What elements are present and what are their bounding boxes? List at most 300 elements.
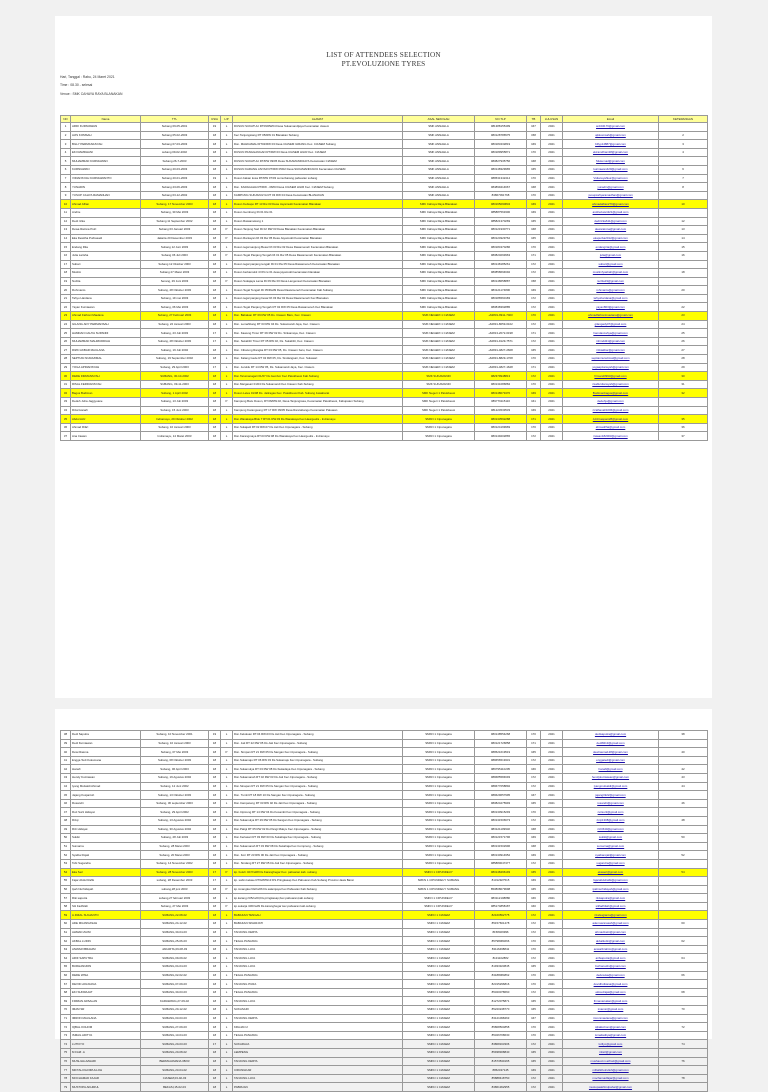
cell-lulusan: 2021 xyxy=(541,739,563,748)
cell-no-tlp: 083165090834 xyxy=(475,200,527,209)
cell-alamat: DUSUN SUKATULI RT09/RW04 Desa Sukamandijaya Kecamatan ciasem xyxy=(233,123,403,132)
cell-no: 51 xyxy=(61,842,71,851)
cell-asal-sekolah: SMK Cahaya Raya Blanakan xyxy=(403,200,475,209)
cell-ttl: SUBANG, 30-10-2002 xyxy=(141,372,209,381)
cell-email[interactable]: yunadin@gmail.com xyxy=(563,183,659,192)
cell-no: 17 xyxy=(61,260,71,269)
cell-nama: ISMAIL ADITYA xyxy=(71,1031,141,1040)
cell-email[interactable]: hendykurniawan@gmail.com xyxy=(563,773,659,782)
cell-no: 11 xyxy=(61,208,71,217)
cell-email[interactable]: mushaud.m.azhari@gmail.com xyxy=(563,1057,659,1066)
cell-nama: Sukiki xyxy=(71,834,141,843)
cell-alamat: Dsn.Tarumanagari 01/07 Ds.Gembor Kec.Patokbeusi Kab.Subang xyxy=(233,372,403,381)
cell-asal-sekolah: SMKN 1 CIPUNDEUY SUBANG xyxy=(403,885,475,894)
cell-email[interactable]: ardi04176@gmail.com xyxy=(563,123,659,132)
cell-tb: 168 xyxy=(527,226,541,235)
cell-email[interactable]: risalferdiansyah@gmail.com xyxy=(563,380,659,389)
cell-lulusan: 2021 xyxy=(541,200,563,209)
table-row xyxy=(61,329,708,338)
cell-email[interactable]: dewaratnna@gmail.com xyxy=(563,226,659,235)
col-header-asal-sekolah: ASAL SEKOLAH xyxy=(403,116,475,123)
cell-tb: 172 xyxy=(527,756,541,765)
table-row xyxy=(61,415,708,424)
cell-no-tlp: 85157601478 xyxy=(475,920,527,929)
cell-asal-sekolah: SMKN 1 CIASEM xyxy=(403,954,475,963)
table-row xyxy=(61,765,708,774)
cell-no: 27 xyxy=(61,346,71,355)
cell-tb: 170 xyxy=(527,1031,541,1040)
cell-alamat: LEMPENG xyxy=(233,1048,403,1057)
cell-asal-sekolah: SMKN 1 Cipunagara xyxy=(403,773,475,782)
cell-lp: L xyxy=(221,140,233,149)
cell-nama: IQBAL KOHOM xyxy=(71,1023,141,1032)
cell-email[interactable]: yayan803@gmail.com xyxy=(563,303,659,312)
cell-email[interactable]: AzizCaspani28@gmail.com xyxy=(563,415,659,424)
cell-keterangan: 62 xyxy=(659,937,708,946)
cell-asal-sekolah: SMK Cahaya Raya Blanakan xyxy=(403,286,475,295)
cell-email[interactable]: sumarna@gmail.com xyxy=(563,842,659,851)
day-date-line: Hari, Tanggal : Rabu, 24 Maret 2021 xyxy=(60,75,115,79)
cell-lp: L xyxy=(221,406,233,415)
cell-lulusan: 2021 xyxy=(541,355,563,364)
cell-nama: Subari xyxy=(71,260,141,269)
cell-email[interactable]: burhanudin@gmail.com xyxy=(563,963,659,972)
cell-lp: L xyxy=(221,894,233,903)
cell-no: 9 xyxy=(61,191,71,200)
cell-keterangan: 15 xyxy=(659,243,708,252)
cell-usia: 17 xyxy=(209,337,221,346)
cell-ttl: subang, 28 Desember 2003 xyxy=(141,877,209,886)
cell-no: 6 xyxy=(61,165,71,174)
cell-email[interactable]: ekiramdhani18@gmail.com xyxy=(563,148,659,157)
cell-lulusan: 2021 xyxy=(541,928,563,937)
cell-alamat: Dsn. KARAGAHA RT/RW - 08/03 Desa CIASEM HILIR Kec. CIASEM Subang xyxy=(233,183,403,192)
cell-email[interactable]: miftahkhoirulloh@gmail.com xyxy=(563,1066,659,1075)
cell-usia: 18 xyxy=(209,902,221,911)
cell-no: 59 xyxy=(61,911,71,920)
cell-lulusan: 2021 xyxy=(541,1006,563,1015)
cell-email[interactable]: rizalhanafi1006@gmail.com xyxy=(563,406,659,415)
cell-tb: 170 xyxy=(527,945,541,954)
cell-usia: 18 xyxy=(209,277,221,286)
cell-email[interactable]: dedi8413@gmail.com xyxy=(563,739,659,748)
cell-email[interactable]: rohmanto@gmail.com xyxy=(563,286,659,295)
cell-usia: 18 xyxy=(209,217,221,226)
cell-email[interactable]: imronmaulana@gmail.com xyxy=(563,1014,659,1023)
cell-no-tlp: 85320078660 xyxy=(475,988,527,997)
cell-lp: L xyxy=(221,1023,233,1032)
cell-no-tlp: 082379948813 xyxy=(475,372,527,381)
cell-nama: Riki saputra xyxy=(71,894,141,903)
cell-no: 62 xyxy=(61,937,71,946)
cell-email[interactable]: yogaapriansyah@gmail.com xyxy=(563,363,659,372)
cell-email[interactable]: iyangmulsaldi@gmail.com xyxy=(563,782,659,791)
cell-nama: Rizi Hidayat xyxy=(71,825,141,834)
cell-email[interactable]: rosandri@gmail.com xyxy=(563,799,659,808)
cell-ttl: Subang, 10 Januari 2003 xyxy=(141,423,209,432)
cell-alamat: Kampung Baru Dusun, RT.06/RW.02, Desa Tanjungrasa, Kecamatan Patokbeusi, Kabupaten Subang xyxy=(233,398,403,407)
cell-nama: Ahmad Fathoni Maulana xyxy=(71,312,141,321)
cell-no-tlp: 083128786575 xyxy=(475,131,527,140)
cell-email[interactable]: mfaiz@gmail.com xyxy=(563,1048,659,1057)
cell-keterangan xyxy=(659,157,708,166)
cell-email[interactable]: Budimanbagus@gmail.com xyxy=(563,389,659,398)
cell-email[interactable]: julia@gmail.com xyxy=(563,251,659,260)
cell-asal-sekolah: SMKN 1 Cipunagara xyxy=(403,782,475,791)
cell-alamat: Dusun tegal sanjung Besar Rt 03 Rw 02 Desa Rawameneh Kecamatan Blanakan xyxy=(233,243,403,252)
cell-lp: P xyxy=(221,226,233,235)
cell-no: 42 xyxy=(61,765,71,774)
cell-asal-sekolah: SMK Cahaya Raya Blanakan xyxy=(403,260,475,269)
table-row xyxy=(61,1066,708,1075)
cell-keterangan: 31 xyxy=(659,380,708,389)
cell-lulusan: 2021 xyxy=(541,980,563,989)
cell-usia: 18 xyxy=(209,423,221,432)
cell-tb: 172 xyxy=(527,920,541,929)
cell-lulusan: 2021 xyxy=(541,234,563,243)
cell-no: 53 xyxy=(61,859,71,868)
cell-lulusan: 2021 xyxy=(541,131,563,140)
cell-ttl: subang,27 februari 2003 xyxy=(141,894,209,903)
table-row xyxy=(61,174,708,183)
cell-alamat: TANJUNG KERTA xyxy=(233,1014,403,1023)
cell-email[interactable]: fajarabdulrafik@gmail.com xyxy=(563,877,659,886)
cell-lp: L xyxy=(221,320,233,329)
cell-ttl: Subang 06 Juli 2003 xyxy=(141,251,209,260)
table-row xyxy=(61,432,708,441)
cell-usia: 18 xyxy=(209,980,221,989)
cell-ttl: Jakarta 20 Desember 2003 xyxy=(141,234,209,243)
cell-ttl: SUBANG,13-04-03 xyxy=(141,1031,209,1040)
cell-no: 40 xyxy=(61,748,71,757)
cell-email[interactable]: nurlita19@gmail.com xyxy=(563,277,659,286)
col-header-alamat: ALAMAT xyxy=(233,116,403,123)
cell-email[interactable]: tahyohardana@gmail.com xyxy=(563,294,659,303)
cell-lulusan: 2021 xyxy=(541,902,563,911)
cell-email[interactable]: dedewisa@gmail.com xyxy=(563,971,659,980)
cell-no: 12 xyxy=(61,217,71,226)
cell-email[interactable]: hamdancahya@gmail.com xyxy=(563,329,659,338)
cell-ttl: SUBANG, 09-11-2003 xyxy=(141,380,209,389)
cell-email[interactable]: dewirasma128@gmail.com xyxy=(563,748,659,757)
cell-tb: 165 xyxy=(527,1048,541,1057)
cell-tb: 172 xyxy=(527,337,541,346)
cell-tb: 171 xyxy=(527,739,541,748)
cell-nama: DEVID HOLKIANA xyxy=(71,980,141,989)
cell-no-tlp: +62831-4827-1628 xyxy=(475,363,527,372)
cell-no: 54 xyxy=(61,868,71,877)
cell-tb: 172 xyxy=(527,372,541,381)
cell-lulusan: 2021 xyxy=(541,748,563,757)
cell-email[interactable]: kurniawan420@gmail.com xyxy=(563,165,659,174)
cell-email[interactable]: ademuannasah@gmail.com xyxy=(563,920,659,929)
cell-asal-sekolah: SMK Cahaya Raya Blanakan xyxy=(403,217,475,226)
cell-usia: 18 xyxy=(209,294,221,303)
cell-no-tlp: 083186560183 xyxy=(475,294,527,303)
cell-email[interactable]: dedehju@gmail.com xyxy=(563,398,659,407)
cell-alamat: Dsn.Sukajadi RT.02 RW.07 Ds.Jati Kec.Cipunagara - Subang xyxy=(233,423,403,432)
cell-keterangan xyxy=(659,1014,708,1023)
cell-no-tlp: +62831-8059-6102 xyxy=(475,320,527,329)
cell-keterangan: 27 xyxy=(659,346,708,355)
cell-lp: L xyxy=(221,372,233,381)
cell-no: 52 xyxy=(61,851,71,860)
cell-email[interactable]: lutfiyo@gmail.com xyxy=(563,1040,659,1049)
cell-lulusan: 2021 xyxy=(541,851,563,860)
cell-email[interactable]: firmanarsalan@gmail.com xyxy=(563,997,659,1006)
cell-lp: L xyxy=(221,415,233,424)
cell-usia: 19 xyxy=(209,174,221,183)
cell-usia: 18 xyxy=(209,303,221,312)
cell-no-tlp: 089531342414 xyxy=(475,174,527,183)
cell-no-tlp: 081224533533 xyxy=(475,406,527,415)
cell-ttl: Subang 09-05-2001 xyxy=(141,123,209,132)
cell-keterangan: 20 xyxy=(659,286,708,295)
cell-lp: L xyxy=(221,243,233,252)
cell-no: 48 xyxy=(61,816,71,825)
cell-ttl: Subang, 19 September 2002 xyxy=(141,355,209,364)
table-row xyxy=(61,234,708,243)
cell-keterangan: 7 xyxy=(659,174,708,183)
cell-usia: 17 xyxy=(209,329,221,338)
cell-no: 74 xyxy=(61,1040,71,1049)
cell-lp: L xyxy=(221,756,233,765)
cell-email[interactable]: arifsaputra@gmail.com xyxy=(563,954,659,963)
cell-ttl: SUBANG,02-02-02 xyxy=(141,971,209,980)
cell-nama: BILLY PERMANASYAH xyxy=(71,140,141,149)
cell-no-tlp: 083131502996 xyxy=(475,842,527,851)
cell-no: 72 xyxy=(61,1023,71,1032)
table-row xyxy=(61,868,708,877)
cell-keterangan: 42 xyxy=(659,765,708,774)
cell-no-tlp: 083824093963 xyxy=(475,251,527,260)
cell-ttl: Indramayu, 29 Oktober 2002 xyxy=(141,415,209,424)
cell-email[interactable]: septiannurazimal@gmail.com xyxy=(563,355,659,364)
cell-ttl: BEKASI,15-02-03 xyxy=(141,1083,209,1092)
cell-no: 58 xyxy=(61,902,71,911)
cell-ttl: Subang, 10 Januari 2003 xyxy=(141,739,209,748)
cell-email[interactable]: Mukemad@gmail.com xyxy=(563,157,659,166)
cell-no: 13 xyxy=(61,226,71,235)
cell-ttl: SUBANG,23-04-02 xyxy=(141,1066,209,1075)
cell-keterangan xyxy=(659,277,708,286)
cell-no-tlp: 083133592288 xyxy=(475,415,527,424)
cell-usia: 18 xyxy=(209,243,221,252)
cell-no: 49 xyxy=(61,825,71,834)
cell-keterangan: 36 xyxy=(659,423,708,432)
cell-email[interactable]: muslimfyasbah@gmail.com xyxy=(563,269,659,278)
cell-asal-sekolah: SMK Cahaya Raya Blanakan xyxy=(403,243,475,252)
cell-email[interactable]: firman43993@gmail.com xyxy=(563,372,659,381)
cell-keterangan: 40 xyxy=(659,748,708,757)
cell-no-tlp: 089629657995 xyxy=(475,791,527,800)
cell-lulusan: 2021 xyxy=(541,286,563,295)
cell-tb: 168 xyxy=(527,825,541,834)
cell-nama: LUTFIYO xyxy=(71,1040,141,1049)
cell-email[interactable]: billyp14887@gmail.com xyxy=(563,140,659,149)
cell-alamat: TANJUNG LAYA xyxy=(233,1074,403,1083)
cell-nama: IMAM SR xyxy=(71,1006,141,1015)
cell-alamat: KAMPUNG SUKAMULYA RT 03 RW 04 Desa Kecamatan BLANAKAN xyxy=(233,191,403,200)
cell-email[interactable]: mustopaakhirulpahar@gmail.com xyxy=(563,1083,659,1092)
cell-usia: 18 xyxy=(209,415,221,424)
table-row xyxy=(61,1014,708,1023)
cell-no: 24 xyxy=(61,320,71,329)
cell-lulusan: 2021 xyxy=(541,911,563,920)
cell-usia: 18 xyxy=(209,928,221,937)
cell-no-tlp: 85798084666 xyxy=(475,937,527,946)
cell-email[interactable]: ipahnurhidayah@gmail.com xyxy=(563,885,659,894)
cell-tb: 168 xyxy=(527,157,541,166)
cell-nama: Ahmad Alfian xyxy=(71,200,141,209)
table-row xyxy=(61,842,708,851)
cell-asal-sekolah: SMK Cahaya Raya Blanakan xyxy=(403,269,475,278)
cell-email[interactable]: rurisurti@gmail.com xyxy=(563,808,659,817)
cell-keterangan: 38 xyxy=(659,731,708,740)
cell-no-tlp: 083121109932 xyxy=(475,825,527,834)
cell-email[interactable]: jajang1922@gmail.com xyxy=(563,791,659,800)
cell-usia: 18 xyxy=(209,1057,221,1066)
cell-alamat: Dusun Sukajaya Lama Rt 09 Rw 03 Desa Langensari Kecamatan Blanakan xyxy=(233,277,403,286)
cell-keterangan xyxy=(659,825,708,834)
cell-ttl: Subang 20-03-2003 xyxy=(141,165,209,174)
cell-email[interactable]: irawan182003@gmail.com xyxy=(563,432,659,441)
cell-no: 3 xyxy=(61,140,71,149)
cell-email[interactable]: imamsr@gmail.com xyxy=(563,1006,659,1015)
cell-lulusan: 2021 xyxy=(541,157,563,166)
cell-email[interactable]: sitifadhilah@gmail.com xyxy=(563,902,659,911)
cell-ttl: Subang, 28 Oktober 2003 xyxy=(141,286,209,295)
cell-no-tlp: 83808163306 xyxy=(475,1040,527,1049)
cell-no-tlp: 083189955871 xyxy=(475,148,527,157)
cell-email[interactable]: rizi1540@gmail.com xyxy=(563,825,659,834)
cell-no-tlp: 083148185261 xyxy=(475,260,527,269)
cell-email[interactable]: yusupcahyaramadhan@gmail.com xyxy=(563,191,659,200)
cell-lp: L xyxy=(221,380,233,389)
table-row xyxy=(61,834,708,843)
cell-nama: YUNADIN xyxy=(71,183,141,192)
cell-nama: EKI SUDRAJAT xyxy=(71,988,141,997)
cell-email[interactable]: mochamadfajar@gmail.com xyxy=(563,1074,659,1083)
table-row xyxy=(61,260,708,269)
cell-email[interactable]: sukiki@gmail.com xyxy=(563,834,659,843)
cell-email[interactable]: dedirizka611@gmail.com xyxy=(563,217,659,226)
cell-asal-sekolah: SMKN 1 Cipunagara xyxy=(403,756,475,765)
cell-email[interactable]: hanafi@gmail.com xyxy=(563,765,659,774)
cell-asal-sekolah: SMKN 1 Cipunagara xyxy=(403,808,475,817)
cell-lp: L xyxy=(221,877,233,886)
cell-lp: L xyxy=(221,997,233,1006)
cell-no: 65 xyxy=(61,963,71,972)
cell-usia: 18 xyxy=(209,1083,221,1092)
cell-email[interactable]: ekapurba2012@gmail.com xyxy=(563,234,659,243)
cell-alamat: Dsn. Kaweng Timur RT 09 RW 02 Ds. Sinkamaya, Kec. Ciasem xyxy=(233,329,403,338)
cell-alamat: Dsn.Kertasari RT 03 RW 03 Ds.Sukahaja Kec.Cipunagara - Subang xyxy=(233,834,403,843)
cell-usia: 17 xyxy=(209,868,221,877)
cell-email[interactable]: ahmadzaini@gmail.com xyxy=(563,928,659,937)
cell-email[interactable]: akballudin@gmail.com xyxy=(563,937,659,946)
cell-lp: L xyxy=(221,165,233,174)
cell-email[interactable]: ekaseri@gmail.com xyxy=(563,868,659,877)
cell-tb: 166 xyxy=(527,765,541,774)
cell-tb: 170 xyxy=(527,355,541,364)
cell-lp: L xyxy=(221,945,233,954)
cell-nama: MUHAMMAD MAHMUDDIAH xyxy=(71,337,141,346)
cell-ttl: Subang, 30 Agustus 2002 xyxy=(141,825,209,834)
cell-no-tlp: 089795110205 xyxy=(475,765,527,774)
cell-email[interactable]: mhmdd21@gmail.com xyxy=(563,337,659,346)
cell-nama: Hendy Kurniawan xyxy=(71,773,141,782)
cell-ttl: Subang, 23 Juli 2003 xyxy=(141,329,209,338)
cell-email[interactable]: anwaribrahim@gmail.com xyxy=(563,945,659,954)
cell-email[interactable]: devidholkiana@gmail.com xyxy=(563,980,659,989)
cell-ttl: Subang, 20 Maret 2003 xyxy=(141,851,209,860)
cell-usia: 18 xyxy=(209,773,221,782)
cell-alamat: Dsn.Sukamaju RT 06 RW 03 Ds.Sukamaju Kec.Cipunagara - Subang xyxy=(233,756,403,765)
cell-ttl: KARAWANG,27-09-02 xyxy=(141,997,209,1006)
cell-no-tlp: 085887563300 xyxy=(475,208,527,217)
table-row xyxy=(61,277,708,286)
cell-usia: 18 xyxy=(209,286,221,295)
cell-email[interactable]: ismailaditya@gmail.com xyxy=(563,1031,659,1040)
cell-lulusan: 2021 xyxy=(541,260,563,269)
cell-email[interactable]: ahmadrifai@gmail.com xyxy=(563,423,659,432)
cell-email[interactable]: gilangady07@gmail.com xyxy=(563,320,659,329)
cell-email[interactable]: subari@gmail.com xyxy=(563,260,659,269)
cell-email[interactable]: ahmadfathonimaulana@gmail.com xyxy=(563,312,659,321)
cell-no-tlp: 83188084862 xyxy=(475,971,527,980)
cell-no: 56 xyxy=(61,885,71,894)
cell-email[interactable]: endangrita@gmail.com xyxy=(563,243,659,252)
cell-ttl: SUBANG,20-12-02 xyxy=(141,1006,209,1015)
cell-keterangan xyxy=(659,894,708,903)
table-row xyxy=(61,988,708,997)
cell-lp: L xyxy=(221,834,233,843)
cell-usia: 18 xyxy=(209,1048,221,1057)
cell-no-tlp: 83116468842 xyxy=(475,945,527,954)
cell-asal-sekolah: SMKN 1 Cipunagara xyxy=(403,842,475,851)
cell-email[interactable]: syaibarojati@gmail.com xyxy=(563,851,659,860)
table-row xyxy=(61,372,708,381)
cell-keterangan: 3 xyxy=(659,140,708,149)
table-row xyxy=(61,294,708,303)
cell-email[interactable]: enggatedi@gmail.com xyxy=(563,756,659,765)
table-row xyxy=(61,971,708,980)
cell-alamat: TEGAL PANJANG xyxy=(233,988,403,997)
cell-email[interactable]: rizalsugianto@gmail.com xyxy=(563,911,659,920)
cell-email[interactable]: dedisaputra@gmail.com xyxy=(563,731,659,740)
cell-email[interactable]: iqbalkohom@gmail.com xyxy=(563,1023,659,1032)
cell-email[interactable]: rikisaputra@gmail.com xyxy=(563,894,659,903)
cell-lulusan: 2021 xyxy=(541,174,563,183)
cell-email[interactable]: rizkiakbar@gmail.com xyxy=(563,346,659,355)
cell-email[interactable]: ajiskomsah@gmail.com xyxy=(563,131,659,140)
cell-nama: SEPTIAN NURAZIMAL xyxy=(71,355,141,364)
cell-email[interactable]: ahmadalfian279@gmail.com xyxy=(563,200,659,209)
cell-nama: VIDIANSYAH KURNIAWANTO xyxy=(71,174,141,183)
cell-email[interactable]: sugandra@gmail.com xyxy=(563,859,659,868)
cell-no: 22 xyxy=(61,303,71,312)
cell-tb: 172 xyxy=(527,988,541,997)
cell-email[interactable]: ekisudrajat@gmail.com xyxy=(563,988,659,997)
cell-ttl: subang 09-02-2002 xyxy=(141,148,209,157)
cell-email[interactable]: andrieriwan321@gmail.com xyxy=(563,208,659,217)
cell-no-tlp: 083121571796 xyxy=(475,834,527,843)
cell-email[interactable]: Vidiansyahkur@gmail.com xyxy=(563,174,659,183)
cell-lp: L xyxy=(221,1014,233,1023)
cell-email[interactable]: rizqi1308@gmail.com xyxy=(563,816,659,825)
cell-lulusan: 2021 xyxy=(541,1014,563,1023)
